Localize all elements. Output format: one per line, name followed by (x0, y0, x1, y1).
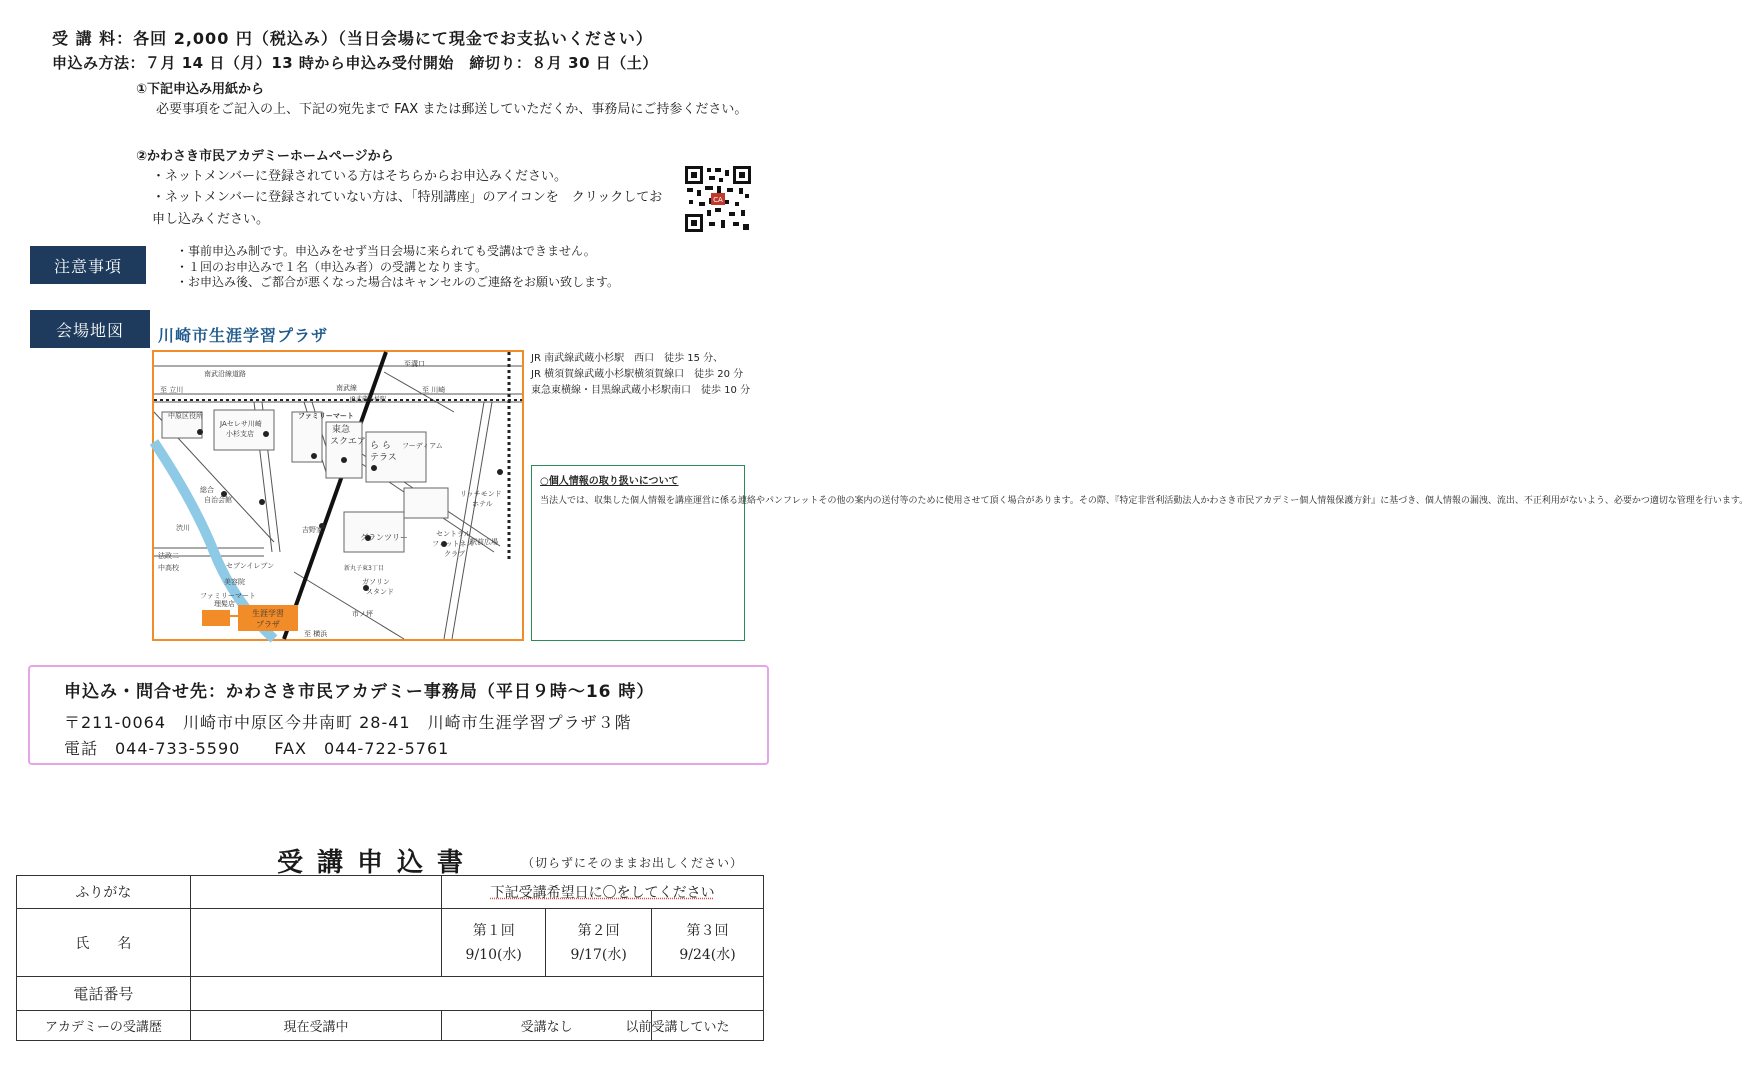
access-line: 東急東横線・目黒線武蔵小杉駅南口 徒歩 10 分 (531, 385, 751, 396)
privacy-box (531, 465, 1748, 641)
contact-address: 〒211-0064 川崎市中原区今井南町 28-41 川崎市生涯学習プラザ３階 (64, 713, 632, 732)
contact-title: 申込み・問合せ先：かわさき市民アカデミー事務局（平日９時〜16 時） (64, 682, 655, 702)
map-label-terrace: テラス (370, 453, 397, 463)
session-1-cell[interactable] (442, 909, 546, 977)
session-2-cell[interactable] (546, 909, 652, 977)
map-label-to-kawasaki: 至 川崎 (422, 386, 446, 394)
session-label: 第１回 (472, 922, 515, 939)
history-option-previous-text: 以前受講していた (625, 1020, 730, 1035)
form-note: （切らずにそのままお出しください） (522, 856, 744, 870)
map-plaza-label-1: 生涯学習 (252, 609, 284, 618)
furigana-label: ふりがな (17, 876, 191, 909)
access-line: JR 南武線武蔵小杉駅 西口 徒歩 15 分、 (531, 353, 724, 364)
map-label-fordiam: フーディアム (402, 442, 443, 450)
map-label-nanbusen: 南武線 (336, 384, 357, 392)
map-label-ja2: 小杉支店 (226, 430, 254, 438)
session-date: 9/10(水) (465, 946, 522, 963)
map-label-jichi: 自治会館 (204, 496, 232, 504)
map-label-square: スクエア (330, 437, 366, 447)
session-label: 第３回 (686, 922, 729, 939)
wish-instruction (442, 876, 764, 909)
map-label-sinmaru: 新丸子東3丁目 (344, 565, 384, 572)
map-label-rikyu: 理髪店 (214, 600, 235, 608)
map-label-grand: グランツリー (360, 533, 408, 542)
map-label-gasoline: ガソリン (362, 578, 390, 586)
history-option-none[interactable]: 受講なし (442, 1011, 652, 1041)
map-label-central: セントラル (436, 530, 471, 538)
history-option-current[interactable]: 現在受講中 (190, 1011, 441, 1041)
phone-label: 電話番号 (17, 977, 191, 1011)
notes-item: ・１回のお申込みで１名（申込み者）の受講となります。 (176, 259, 488, 274)
privacy-body: 当法人では、収集した個人情報を講座運営に係る連絡やパンフレットその他の案内の送付等のために使用させて頂く場合があります。その際、『特定非営利活動法人かわさき市民アカデミー個人情報保護方針』に基づき、個人情報の漏洩、流出、不正利用がないよう、必要かつ適切な管理を行います。 (540, 496, 1748, 506)
access-line: JR 横須賀線武蔵小杉駅横須賀線口 徒歩 20 分 (531, 369, 744, 380)
map-label-hotel: ホテル (472, 500, 493, 508)
history-option-previous[interactable] (625, 1011, 764, 1041)
notes-list (176, 244, 619, 291)
method1-description: 必要事項をご記入の上、下記の宛先まで FAX または郵送していただくか、事務局にご持参ください。 (156, 102, 748, 117)
map-label-family: ファミリーマート (298, 412, 354, 420)
map-label-stand: スタンド (366, 588, 394, 596)
map-label-koutei: 法政二 (158, 552, 179, 560)
fee-text: 受 講 料：各回 2,000 円（税込み）（当日会場にて現金でお支払いください） (52, 29, 653, 48)
map-label-eki: 駅前広場 (470, 538, 498, 546)
map-label-fitness: フィットネス (432, 540, 474, 548)
map-label-sogo: 総合 (200, 486, 214, 494)
name-label: 氏 名 (17, 909, 191, 977)
privacy-title: ○個人情報の取り扱いについて (540, 476, 679, 487)
map-label-biyou: 美容院 (224, 578, 245, 586)
notes-item: ・事前申込み制です。申込みをせず当日会場に来られても受講はできません。 (176, 244, 596, 258)
map-label-koutei2: 中高校 (158, 564, 179, 572)
map-label-to-yokohama: 至 横浜 (304, 630, 328, 638)
map-label-ja: JAセレサ川崎 (220, 420, 262, 428)
map-label-nakahara-office: 中原区役所 (168, 412, 203, 420)
session-date: 9/24(水) (679, 946, 736, 963)
session-label: 第２回 (577, 922, 620, 939)
map-label-to-mizonokuchi: 至溝口 (404, 360, 425, 368)
venue-title: 川崎市生涯学習プラザ (158, 326, 329, 345)
map-label-seven: セブンイレブン (226, 562, 275, 570)
map-label-tokyu: 東急 (332, 425, 351, 435)
session-3-cell[interactable] (652, 909, 764, 977)
method2-title: ②かわさき市民アカデミーホームページから (136, 149, 394, 164)
venue-map (152, 350, 524, 641)
wish-instruction-text: 下記受講希望日に〇をしてください (490, 885, 715, 901)
qr-code-icon[interactable] (685, 166, 751, 232)
svg-text:CA: CA (713, 196, 723, 204)
session-date: 9/17(水) (570, 946, 627, 963)
map-label-club: クラブ (444, 550, 465, 558)
method1-title: ①下記申込み用紙から (136, 82, 265, 97)
name-field[interactable] (190, 909, 441, 977)
map-plaza-label-2: プラザ (256, 620, 280, 629)
method2-item-member: ・ネットメンバーに登録されている方はそちらからお申込みください。 (152, 169, 567, 184)
map-label-jr-station: JR武蔵小杉駅 (350, 396, 386, 403)
application-form (16, 875, 764, 1041)
form-title: 受講申込書 (277, 848, 478, 878)
phone-field[interactable] (190, 977, 763, 1011)
map-label-yoshinoya: 吉野家 (302, 526, 323, 534)
apply-method-text: 申込み方法：７月 14 日（月）13 時から申込み受付開始 締切り：８月 30 日（土） (52, 54, 658, 72)
map-label-ichi: 市ノ坪 (352, 610, 373, 618)
method2-item-nonmember: ・ネットメンバーに登録されていない方は、「特別講座」のアイコンを クリックしてお申し込みください。 (152, 190, 663, 227)
map-label: 会場地図 (30, 310, 150, 348)
contact-phone: 電話 044-733-5590 FAX 044-722-5761 (64, 739, 450, 758)
contact-box (28, 665, 769, 765)
notes-item: ・お申込み後、ご都合が悪くなった場合はキャンセルのご連絡をお願い致します。 (176, 275, 620, 289)
map-label-kokko: 渋川 (176, 524, 190, 532)
access-info (531, 351, 750, 399)
map-label-fm2: ファミリーマート (200, 592, 256, 600)
notes-label: 注意事項 (30, 246, 146, 284)
history-label: アカデミーの受講歴 (17, 1011, 191, 1041)
map-label-nanbu: 南武沿線道路 (204, 370, 246, 378)
furigana-field[interactable] (190, 876, 441, 909)
map-label-tachikawa: 至 立川 (160, 386, 184, 394)
map-label-rara: ら ら (370, 441, 391, 451)
map-label-richmond: リッチモンド (460, 490, 502, 498)
